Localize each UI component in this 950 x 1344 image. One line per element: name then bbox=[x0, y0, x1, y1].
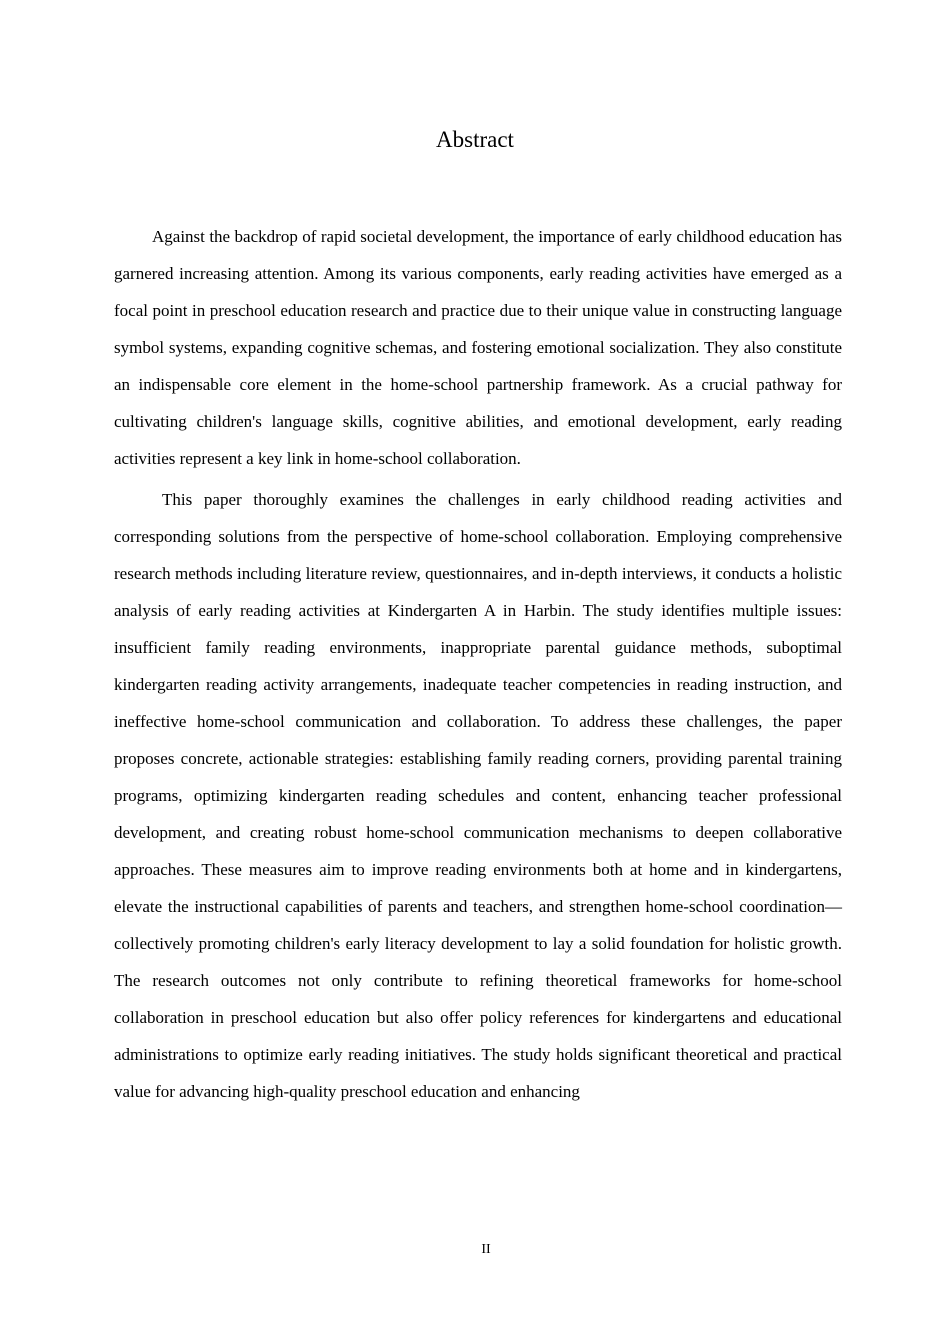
abstract-paragraph-2: This paper thoroughly examines the challenges in early childhood reading activities and corresponding solutions from the perspective of home-school collaboration. Employing comprehensive research methods including literature review, questionnaires, and in-depth interviews, it conducts a holistic analysis of early reading activities at Kindergarten A in Harbin. The study identifies multiple issues: insufficient family reading environments, inappropriate parental guidance methods, suboptimal kindergarten reading activity arrangements, inadequate teacher competencies in reading instruction, and ineffective home-school communication and collaboration. To address these challenges, the paper proposes concrete, actionable strategies: establishing family reading corners, providing parental training programs, optimizing kindergarten reading schedules and content, enhancing teacher professional development, and creating robust home-school communication mechanisms to deepen collaborative approaches. These measures aim to improve reading environments both at home and in kindergartens, elevate the instructional capabilities of parents and teachers, and strengthen home-school coordination—collectively promoting children's early literacy development to lay a solid foundation for holistic growth. The research outcomes not only contribute to refining theoretical frameworks for home-school collaboration in preschool education but also offer policy references for kindergartens and educational administrations to optimize early reading initiatives. The study holds significant theoretical and practical value for advancing high-quality preschool education and enhancing bbox=[114, 490, 842, 1101]
abstract-paragraph-1: Against the backdrop of rapid societal development, the importance of early childhood education has garnered increasing attention. Among its various components, early reading activities have emerged as a focal point in preschool education research and practice due to their unique value in constructing language symbol systems, expanding cognitive schemas, and fostering emotional socialization. They also constitute an indispensable core element in the home-school partnership framework. As a crucial pathway for cultivating children's language skills, cognitive abilities, and emotional development, early reading activities represent a key link in home-school collaboration. bbox=[114, 227, 842, 468]
abstract-title: Abstract bbox=[436, 127, 514, 152]
page-number: II bbox=[481, 1242, 491, 1257]
abstract-body bbox=[114, 218, 842, 1110]
